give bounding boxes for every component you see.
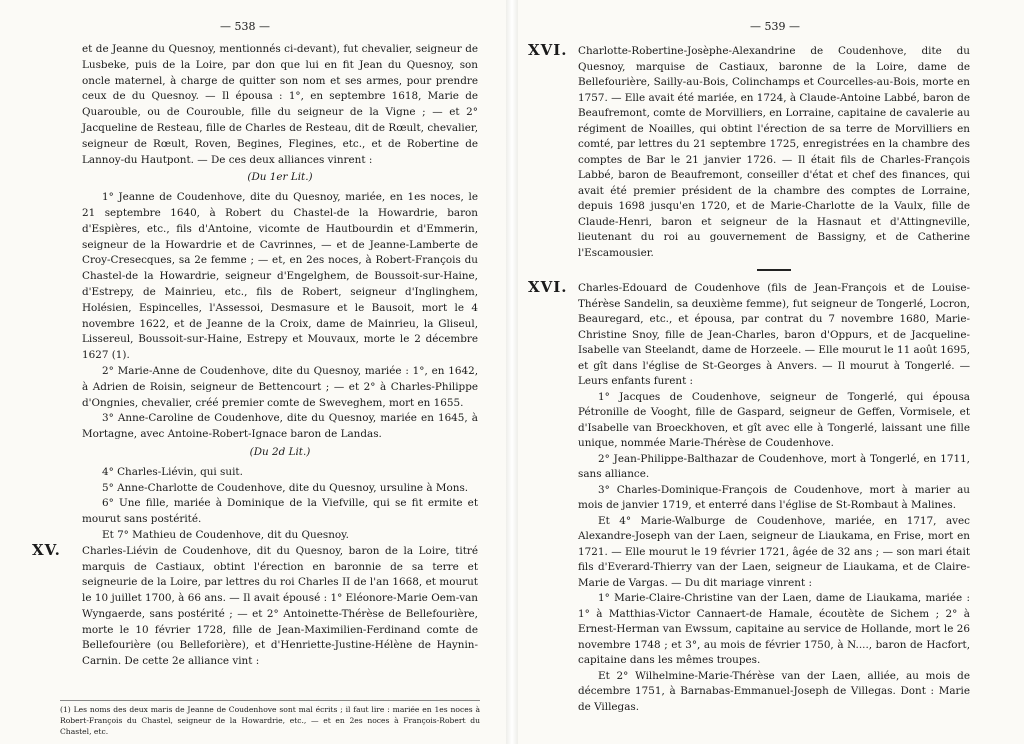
page-body: [528, 41, 970, 715]
generation-section: [528, 41, 970, 261]
child-entry: 1° Jeanne de Coudenhove, dite du Quesnoy, mariée, en 1es noces, le 21 septembre 1640, à Robert du Chastel-de la Howardrie, baron d'Espières, etc., fils d'Antoine, vicomte de Hautbourdin et d'Emmerin, seigneur de la Howardrie et de Cavrinnes, — et de Jeanne-Lamberte de Croy-Cresecques, sa 2e femme ; — et, en 2es noces, à Robert-François du Chastel-de la Howardrie, seigneur d'Engelghem, de Boussoit-sur-Haine, d'Estrepy, de Mainrieu, etc., fils de Robert, seigneur d'Inglinghem, Holésien, Espincelles, l'Assessoi, Desmasure et le Bausoit, mort le 4 novembre 1622, et de Jeanne de la Croix, dame de Mainrieu, la Gliseul, Lissereul, Boussoit-sur-Haine, Estrepy et Mouvaux, morte le 2 décembre 1627 (1).: [82, 191, 478, 362]
child-entry: 3° Anne-Caroline de Coudenhove, dite du Quesnoy, mariée en 1645, à Mortagne, avec Antoine-Robert-Ignace baron de Landas.: [82, 412, 478, 441]
section-divider: [757, 269, 791, 271]
page-number: — 539 —: [750, 20, 800, 33]
marriage-heading: (Du 2d Lit.): [249, 445, 311, 458]
child-entry: 1° Jacques de Coudenhove, seigneur de Tongerlé, qui épousa Pétronille de Vooght, fille de Gaspard, seigneur de Geffen, Vormisele, et d'Isabelle van Broeckhoven, et gît avec elle à Tongerlé, laissant une fille unique, nommée Marie-Thérèse de Coudenhove.: [578, 390, 970, 449]
child-entry: 3° Charles-Dominique-François de Coudenhove, mort à marier au mois de janvier 1719, et enterré dans l'église de St-Rombaut à Malines.: [578, 483, 970, 511]
paragraph: Charlotte-Robertine-Josèphe-Alexandrine de Coudenhove, dite du Quesnoy, marquise de Castiaux, baronne de la Loire, dame de Bellefourière, Sailly-au-Bois, Colinchamps et Courcelles-au-Bois, morte en 1757. — Elle avait été mariée, en 1724, à Claude-Antoine Labbé, baron de Beaufremont, comte de Morvilliers, en Lorraine, capitaine de cavalerie au régiment de Noailles, qui obtint l'érection de sa terre de Morvilliers en comté, par lettres du 21 septembre 1725, enregistrées en la chambre des comptes de Bar le 21 janvier 1726. — Il était fils de Charles-François Labbé, baron de Beaufremont, conseiller d'état et chef des finances, qui avait été premier président de la chambre des comptes de Lorraine, depuis 1698 jusqu'en 1720, et de Marie-Charlotte de la Vaulx, fille de Claude-Henri, baron et seigneur de la Hasnaut et d'Attingneville, lieutenant du roi au gouvernement de Bassigny, et de Catherine l'Escamousier.: [578, 45, 970, 259]
generation-numeral: XVI.: [528, 41, 568, 59]
left-page: [0, 0, 506, 744]
child-entry: Et 7° Mathieu de Coudenhove, dit du Quesnoy.: [102, 528, 349, 541]
right-page: [518, 0, 1024, 744]
generation-numeral: XVI.: [528, 278, 568, 296]
book-gutter: [506, 0, 518, 744]
paragraph: Charles-Edouard de Coudenhove (fils de Jean-François et de Louise-Thérèse Sandelin, sa deuxième femme), fut seigneur de Tongerlé, Locron, Beauregard, etc., et épousa, par contrat du 7 novembre 1680, Marie-Christine Snoy, fille de Jean-Charles, baron d'Oppurs, et de Jacqueline-Isabelle van Steelandt, dame de Horzeele. — Elle mourut le 11 août 1695, et gît dans l'église de St-Georges à Anvers. — Il mourut à Tongerlé. — Leurs enfants furent :: [578, 282, 970, 387]
generation-section: [528, 278, 970, 390]
page-body: [32, 42, 478, 670]
child-entry: 5° Anne-Charlotte de Coudenhove, dite du Quesnoy, ursuline à Mons.: [102, 481, 469, 494]
footnote: (1) Les noms des deux maris de Jeanne de Coudenhove sont mal écrits ; il faut lire : mariée en 1es noces à Robert-François du Chastel, seigneur de la Howardrie, etc., — et en 2es noces à François-Robert du Chastel, etc.: [60, 700, 480, 737]
child-entry: 2° Marie-Anne de Coudenhove, dite du Quesnoy, mariée : 1°, en 1642, à Adrien de Roisin, seigneur de Bettencourt ; — et 2° à Charles-Philippe d'Ongnies, chevalier, créé premier comte de Sweveghem, mort en 1655.: [82, 364, 478, 409]
paragraph: Charles-Liévin de Coudenhove, dit du Quesnoy, baron de la Loire, titré marquis de Castiaux, obtint l'érection en baronnie de sa terre et seigneurie de la Loire, par lettres du roi Charles II de l'an 1668, et mourut le 10 juillet 1700, à 66 ans. — Il avait épousé : 1° Eléonore-Marie Oem-van Wyngaerde, sans postérité ; — et 2° Antoinette-Thérèse de Bellefourière, morte le 10 février 1728, fille de Jean-Maximilien-Ferdinand comte de Bellefourière (ou Belleforière), et d'Henriette-Justine-Hélène de Haynin-Carnin. De cette 2e alliance vint :: [82, 544, 478, 668]
child-entry: 1° Marie-Claire-Christine van der Laen, dame de Liaukama, mariée : 1° à Matthias-Victor Cannaert-de Hamale, écoutète de Sichem ; 2° à Ernest-Herman van Ewssum, capitaine au service de Hollande, mort le 26 novembre 1748 ; et 3°, au mois de février 1750, à N...., baron de Hacfort, capitaine dans les mêmes troupes.: [578, 592, 970, 666]
generation-section: [32, 540, 478, 670]
child-entry: Et 4° Marie-Walburge de Coudenhove, mariée, en 1717, avec Alexandre-Joseph van der Laen, seigneur de Liaukama, en Frise, mort en 1721. — Elle mourut le 19 février 1721, âgée de 32 ans ; — son mari était fils d'Everard-Thierry van der Laen, seigneur de Liaukama, et de Claire-Marie de Vargas. — Du dit mariage vinrent :: [578, 514, 970, 589]
marriage-heading: (Du 1er Lit.): [247, 171, 313, 184]
child-entry: Et 2° Wilhelmine-Marie-Thérèse van der Laen, alliée, au mois de décembre 1751, à Barnabas-Emmanuel-Joseph de Villegas. Dont : Marie de Villegas.: [578, 669, 970, 713]
child-entry: 6° Une fille, mariée à Dominique de la Viefville, qui se fit ermite et mourut sans postérité.: [82, 497, 478, 526]
paragraph: et de Jeanne du Quesnoy, mentionnés ci-devant), fut chevalier, seigneur de Lusbeke, puis de la Loire, par don que lui en fit Jean du Quesnoy, son oncle maternel, à charge de quitter son nom et ses armes, pour prendre ceux de du Quesnoy. — Il épousa : 1°, en septembre 1618, Marie de Quarouble, ou de Courouble, fille du seigneur de la Vigne ; — et 2° Jacqueline de Resteau, fille de Charles de Resteau, dit de Rœult, chevalier, seigneur de Rœult, Roven, Begines, Flegines, etc., et de Robertine de Lannoy-du Hautpont. — De ces deux alliances vinrent :: [82, 43, 478, 166]
generation-numeral: XV.: [32, 540, 61, 559]
child-entry: 2° Jean-Philippe-Balthazar de Coudenhove, mort à Tongerlé, en 1711, sans alliance.: [578, 452, 970, 480]
page-number: — 538 —: [220, 20, 270, 33]
child-entry: 4° Charles-Liévin, qui suit.: [102, 465, 243, 478]
